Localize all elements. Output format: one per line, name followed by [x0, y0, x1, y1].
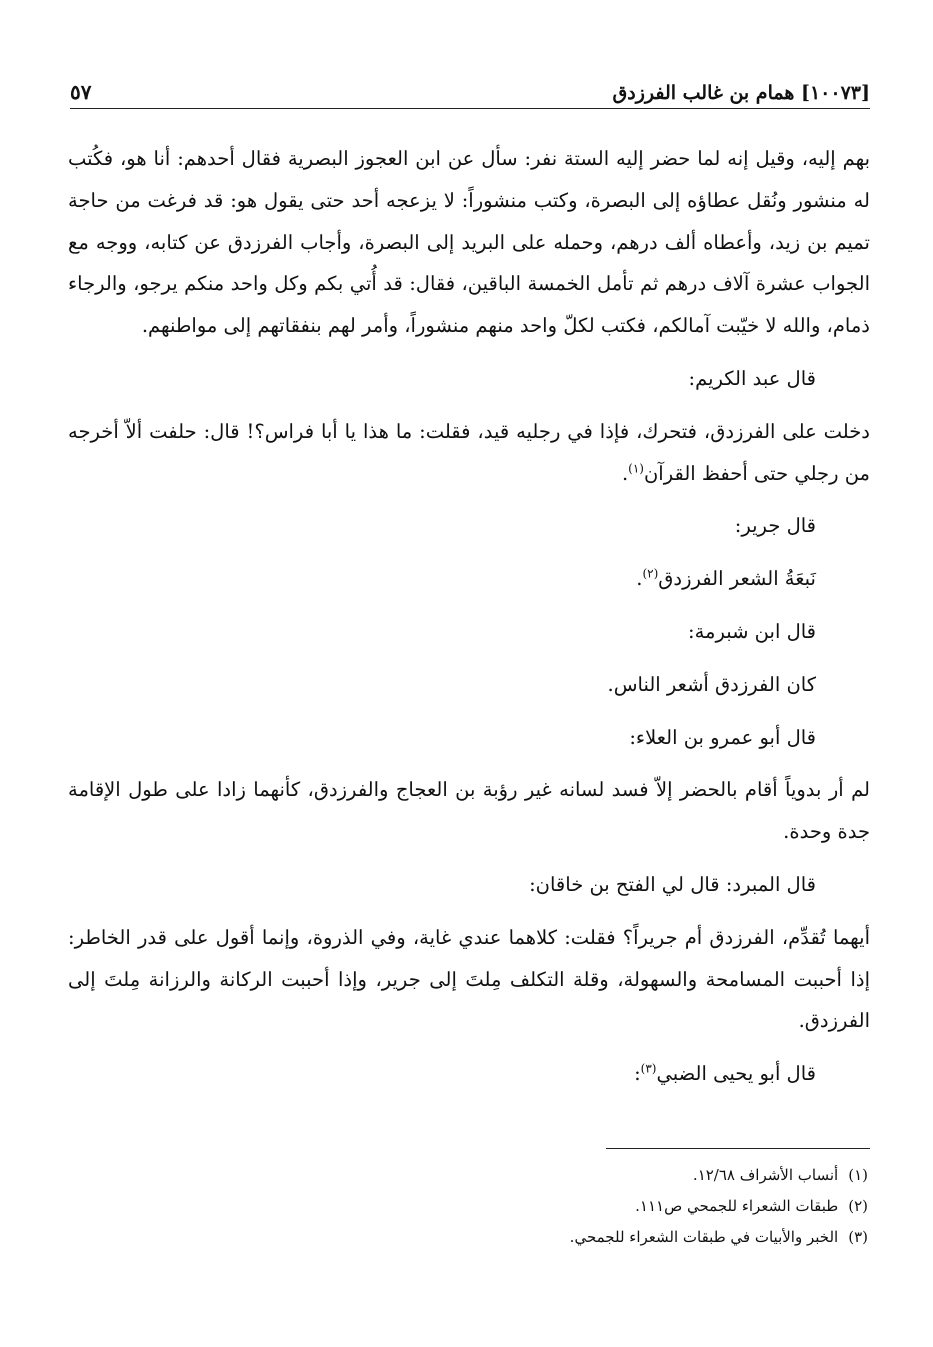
- main-text: [68, 138, 870, 1095]
- paragraph-abuamr-heading: قال أبو عمرو بن العلاء:: [629, 725, 816, 749]
- footnote-2: [70, 1191, 868, 1222]
- footnote-ref-1: (١): [628, 461, 644, 476]
- footnote-marker: (٣): [848, 1228, 868, 1246]
- footnote-text: طبقات الشعراء للجمحي ص١١١.: [635, 1197, 839, 1215]
- footnote-3: [70, 1222, 868, 1253]
- paragraph-jarir-heading: قال جرير:: [734, 514, 816, 538]
- paragraph-dabbi-heading: قال أبو يحيى الضبي$^{(٣)}$:: [634, 1061, 816, 1086]
- paragraph-shubruma-heading: قال ابن شبرمة:: [688, 619, 816, 643]
- paragraph-abdulkarim-heading: قال عبد الكريم:: [688, 366, 816, 390]
- paragraph-jarir: نَبعَةُ الشعر الفرزدق$^{(٢)}$.: [636, 566, 816, 591]
- footnote-ref-3: (٣): [640, 1061, 657, 1076]
- running-title: [١٠٠٧٣] همام بن غالب الفرزدق: [612, 82, 870, 104]
- paragraph-mubarrad: أيهما تُقدِّم، الفرزدق أم جريراً؟ فقلت: كلاهما عندي غاية، وفي الذروة، وإنما أقول على قدر الخاطر: إذا أحببت المسامحة والسهولة، وقلة التكلف مِلتَ إلى جرير، وإذا أحببت الركانة والرزانة مِلتَ إلى الفرزدق.: [68, 925, 870, 1033]
- footnote-text: أنساب الأشراف ١٢/٦٨.: [692, 1166, 839, 1184]
- footnote-marker: (١): [848, 1166, 868, 1184]
- paragraph-shubruma: كان الفرزدق أشعر الناس.: [607, 672, 816, 696]
- footnote-ref-2: (٢): [642, 566, 659, 581]
- footnotes: [70, 1160, 868, 1253]
- footnote-marker: (٢): [848, 1197, 868, 1215]
- page-header: [70, 70, 870, 104]
- paragraph-intro: بهم إليه، وقيل إنه لما حضر إليه الستة نفر: سأل عن ابن العجوز البصرية فقال أحدهم: أنا هو، فكُتب له منشور ونُقل عطاؤه إلى البصرة، وكتب منشوراً: لا يزعجه أحد حتى يقول هو: قد فرغت من حاجة تميم بن زيد، وأعطاه ألف درهم، وحمله على البريد إلى البصرة، وأجاب الفرزدق عن كتابه، ووجه مع الجواب عشرة آلاف درهم ثم تأمل الخمسة الباقين، فقال: قد أُتي بكم وكل واحد منكم يرجو، والرجاء ذمام، والله لا خيّبت آمالكم، فكتب لكلّ واحد منهم منشوراً، وأمر لهم بنفقاتهم إلى مواطنهم.: [68, 147, 870, 338]
- paragraph-mubarrad-heading: قال المبرد: قال لي الفتح بن خاقان:: [529, 872, 816, 896]
- page-number: ٥٧: [70, 80, 92, 104]
- header-rule: [70, 108, 870, 109]
- footnote-text: الخبر والأبيات في طبقات الشعراء للجمحي.: [569, 1228, 839, 1246]
- footnote-1: [70, 1160, 868, 1191]
- paragraph-abdulkarim: دخلت على الفرزدق، فتحرك، فإذا في رجليه قيد، فقلت: ما هذا يا أبا فراس؟! قال: حلفت ألاّ أخرجه من رجلي حتى أحفظ القرآن$^{(١)}$.: [68, 419, 870, 485]
- footnote-separator: [606, 1148, 870, 1149]
- paragraph-abuamr: لم أر بدوياً أقام بالحضر إلاّ فسد لسانه غير رؤبة بن العجاج والفرزدق، كأنهما زادا على طول الإقامة جدة وحدة.: [68, 778, 870, 844]
